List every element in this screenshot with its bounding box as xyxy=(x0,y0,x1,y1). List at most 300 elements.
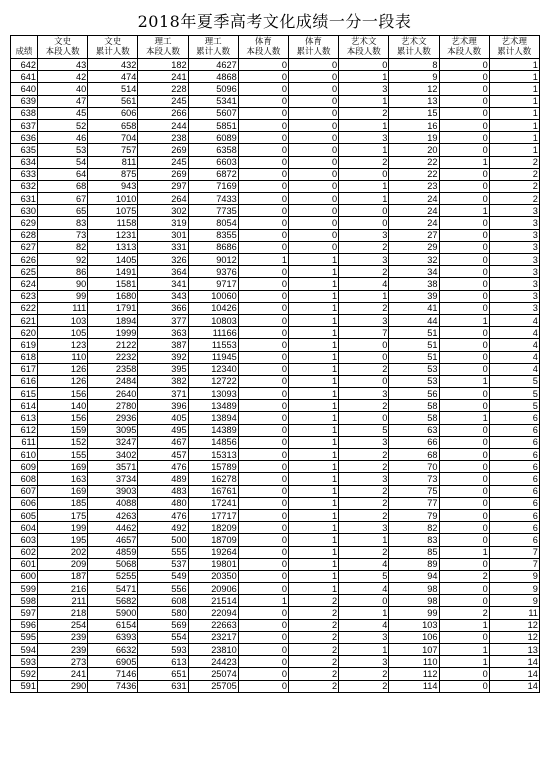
count-cell: 10426 xyxy=(188,302,238,314)
count-cell: 14389 xyxy=(188,424,238,436)
count-cell: 4 xyxy=(489,351,539,363)
count-cell: 3 xyxy=(489,241,539,253)
count-cell: 492 xyxy=(138,522,188,534)
count-cell: 0 xyxy=(238,95,288,107)
count-cell: 82 xyxy=(389,522,439,534)
count-cell: 27 xyxy=(389,229,439,241)
count-cell: 0 xyxy=(339,168,389,180)
count-cell: 1 xyxy=(489,95,539,107)
count-cell: 1 xyxy=(288,302,338,314)
count-cell: 6358 xyxy=(188,144,238,156)
count-cell: 0 xyxy=(288,168,338,180)
count-cell: 0 xyxy=(238,485,288,497)
count-cell: 0 xyxy=(288,132,338,144)
count-cell: 331 xyxy=(138,241,188,253)
count-cell: 3734 xyxy=(88,473,138,485)
count-cell: 42 xyxy=(38,71,88,83)
count-cell: 0 xyxy=(339,595,389,607)
count-cell: 3 xyxy=(489,302,539,314)
count-cell: 432 xyxy=(88,59,138,71)
count-cell: 1 xyxy=(288,424,338,436)
count-cell: 0 xyxy=(439,290,489,302)
column-header xyxy=(389,36,439,59)
score-cell: 611 xyxy=(11,436,38,448)
count-cell: 5 xyxy=(489,375,539,387)
count-cell: 6603 xyxy=(188,156,238,168)
count-cell: 0 xyxy=(339,205,389,217)
count-cell: 17717 xyxy=(188,509,238,521)
count-cell: 1 xyxy=(288,449,338,461)
count-cell: 7146 xyxy=(88,668,138,680)
count-cell: 3 xyxy=(339,631,389,643)
count-cell: 10060 xyxy=(188,290,238,302)
count-cell: 65 xyxy=(38,205,88,217)
count-cell: 1 xyxy=(339,144,389,156)
column-header-line2: 累计人数 xyxy=(396,47,431,57)
count-cell: 0 xyxy=(288,107,338,119)
count-cell: 1 xyxy=(288,314,338,326)
column-header-line1: 理工 xyxy=(204,37,222,47)
count-cell: 395 xyxy=(138,363,188,375)
count-cell: 476 xyxy=(138,461,188,473)
count-cell: 0 xyxy=(238,119,288,131)
score-cell: 609 xyxy=(11,461,38,473)
count-cell: 23810 xyxy=(188,644,238,656)
count-cell: 14 xyxy=(489,680,539,692)
column-header-line2: 累计人数 xyxy=(497,47,532,57)
count-cell: 1 xyxy=(339,534,389,546)
count-cell: 4 xyxy=(489,339,539,351)
count-cell: 199 xyxy=(38,522,88,534)
count-cell: 0 xyxy=(439,83,489,95)
count-cell: 0 xyxy=(238,497,288,509)
table-row xyxy=(11,327,540,339)
count-cell: 3 xyxy=(339,656,389,668)
count-cell: 658 xyxy=(88,119,138,131)
score-cell: 614 xyxy=(11,400,38,412)
count-cell: 467 xyxy=(138,436,188,448)
count-cell: 16761 xyxy=(188,485,238,497)
column-header-line2: 本段人数 xyxy=(447,47,482,57)
count-cell: 202 xyxy=(38,546,88,558)
count-cell: 38 xyxy=(389,278,439,290)
count-cell: 0 xyxy=(238,656,288,668)
count-cell: 1 xyxy=(288,363,338,375)
count-cell: 301 xyxy=(138,229,188,241)
table-row xyxy=(11,558,540,570)
count-cell: 0 xyxy=(439,278,489,290)
count-cell: 392 xyxy=(138,351,188,363)
count-cell: 1 xyxy=(439,619,489,631)
count-cell: 3571 xyxy=(88,461,138,473)
count-cell: 7433 xyxy=(188,193,238,205)
count-cell: 68 xyxy=(389,449,439,461)
table-row xyxy=(11,631,540,643)
count-cell: 757 xyxy=(88,144,138,156)
count-cell: 6 xyxy=(489,522,539,534)
table-row xyxy=(11,522,540,534)
count-cell: 21514 xyxy=(188,595,238,607)
count-cell: 1 xyxy=(339,644,389,656)
count-cell: 15789 xyxy=(188,461,238,473)
score-cell: 613 xyxy=(11,412,38,424)
table-row xyxy=(11,607,540,619)
count-cell: 4868 xyxy=(188,71,238,83)
count-cell: 6 xyxy=(489,473,539,485)
count-cell: 16278 xyxy=(188,473,238,485)
count-cell: 561 xyxy=(88,95,138,107)
count-cell: 90 xyxy=(38,278,88,290)
count-cell: 514 xyxy=(88,83,138,95)
count-cell: 613 xyxy=(138,656,188,668)
count-cell: 169 xyxy=(38,461,88,473)
count-cell: 0 xyxy=(238,522,288,534)
table-row xyxy=(11,290,540,302)
count-cell: 9376 xyxy=(188,266,238,278)
count-cell: 0 xyxy=(439,132,489,144)
count-cell: 5096 xyxy=(188,83,238,95)
count-cell: 2 xyxy=(339,461,389,473)
count-cell: 51 xyxy=(389,351,439,363)
count-cell: 241 xyxy=(138,71,188,83)
table-row xyxy=(11,485,540,497)
count-cell: 0 xyxy=(238,168,288,180)
count-cell: 651 xyxy=(138,668,188,680)
count-cell: 2 xyxy=(489,180,539,192)
table-row xyxy=(11,375,540,387)
score-cell: 625 xyxy=(11,266,38,278)
table-row xyxy=(11,180,540,192)
score-cell: 618 xyxy=(11,351,38,363)
count-cell: 3903 xyxy=(88,485,138,497)
count-cell: 20906 xyxy=(188,583,238,595)
count-cell: 457 xyxy=(138,449,188,461)
count-cell: 0 xyxy=(439,436,489,448)
count-cell: 0 xyxy=(238,607,288,619)
count-cell: 1 xyxy=(339,119,389,131)
count-cell: 3 xyxy=(489,254,539,266)
count-cell: 5851 xyxy=(188,119,238,131)
count-cell: 52 xyxy=(38,119,88,131)
count-cell: 3 xyxy=(489,290,539,302)
column-header-score xyxy=(11,36,38,59)
count-cell: 377 xyxy=(138,314,188,326)
column-header-line1: 体育 xyxy=(305,37,323,47)
count-cell: 2232 xyxy=(88,351,138,363)
count-cell: 4 xyxy=(489,314,539,326)
count-cell: 75 xyxy=(389,485,439,497)
count-cell: 3 xyxy=(339,254,389,266)
count-cell: 0 xyxy=(238,424,288,436)
count-cell: 0 xyxy=(439,180,489,192)
count-cell: 1 xyxy=(288,461,338,473)
count-cell: 7 xyxy=(489,546,539,558)
count-cell: 4 xyxy=(489,327,539,339)
score-cell: 630 xyxy=(11,205,38,217)
count-cell: 0 xyxy=(288,95,338,107)
column-header-line2: 累计人数 xyxy=(196,47,231,57)
count-cell: 89 xyxy=(389,558,439,570)
column-header-line2: 累计人数 xyxy=(95,47,130,57)
count-cell: 1 xyxy=(439,412,489,424)
table-row xyxy=(11,400,540,412)
count-cell: 2 xyxy=(339,449,389,461)
count-cell: 0 xyxy=(439,509,489,521)
count-cell: 1491 xyxy=(88,266,138,278)
count-cell: 2 xyxy=(339,497,389,509)
count-cell: 156 xyxy=(38,388,88,400)
count-cell: 495 xyxy=(138,424,188,436)
table-row xyxy=(11,497,540,509)
count-cell: 0 xyxy=(439,302,489,314)
score-cell: 601 xyxy=(11,558,38,570)
count-cell: 555 xyxy=(138,546,188,558)
count-cell: 0 xyxy=(439,522,489,534)
count-cell: 2 xyxy=(489,156,539,168)
count-cell: 218 xyxy=(38,607,88,619)
count-cell: 1 xyxy=(288,412,338,424)
count-cell: 63 xyxy=(389,424,439,436)
count-cell: 7735 xyxy=(188,205,238,217)
count-cell: 40 xyxy=(38,83,88,95)
count-cell: 0 xyxy=(288,156,338,168)
count-cell: 3247 xyxy=(88,436,138,448)
score-cell: 592 xyxy=(11,668,38,680)
count-cell: 45 xyxy=(38,107,88,119)
count-cell: 16 xyxy=(389,119,439,131)
count-cell: 0 xyxy=(288,71,338,83)
score-cell: 616 xyxy=(11,375,38,387)
count-cell: 1 xyxy=(288,290,338,302)
count-cell: 0 xyxy=(339,217,389,229)
count-cell: 0 xyxy=(288,119,338,131)
count-cell: 2 xyxy=(339,485,389,497)
count-cell: 341 xyxy=(138,278,188,290)
count-cell: 70 xyxy=(389,461,439,473)
count-cell: 1 xyxy=(439,156,489,168)
count-cell: 0 xyxy=(439,95,489,107)
count-cell: 2 xyxy=(489,168,539,180)
count-cell: 0 xyxy=(288,193,338,205)
count-cell: 1 xyxy=(288,522,338,534)
score-cell: 617 xyxy=(11,363,38,375)
count-cell: 1158 xyxy=(88,217,138,229)
count-cell: 0 xyxy=(238,583,288,595)
count-cell: 606 xyxy=(88,107,138,119)
count-cell: 0 xyxy=(238,229,288,241)
count-cell: 6872 xyxy=(188,168,238,180)
count-cell: 1 xyxy=(288,327,338,339)
count-cell: 12722 xyxy=(188,375,238,387)
count-cell: 99 xyxy=(38,290,88,302)
count-cell: 239 xyxy=(38,644,88,656)
count-cell: 0 xyxy=(439,217,489,229)
count-cell: 25074 xyxy=(188,668,238,680)
count-cell: 46 xyxy=(38,132,88,144)
count-cell: 5900 xyxy=(88,607,138,619)
count-cell: 77 xyxy=(389,497,439,509)
table-row xyxy=(11,351,540,363)
count-cell: 0 xyxy=(439,144,489,156)
column-header-line2: 本段人数 xyxy=(45,47,80,57)
count-cell: 0 xyxy=(439,229,489,241)
count-cell: 22094 xyxy=(188,607,238,619)
count-cell: 169 xyxy=(38,485,88,497)
count-cell: 2780 xyxy=(88,400,138,412)
column-header xyxy=(138,36,188,59)
count-cell: 6 xyxy=(489,509,539,521)
count-cell: 1 xyxy=(288,400,338,412)
count-cell: 0 xyxy=(238,461,288,473)
count-cell: 22 xyxy=(389,168,439,180)
count-cell: 175 xyxy=(38,509,88,521)
count-cell: 3095 xyxy=(88,424,138,436)
score-cell: 621 xyxy=(11,314,38,326)
count-cell: 5341 xyxy=(188,95,238,107)
count-cell: 1405 xyxy=(88,254,138,266)
count-cell: 53 xyxy=(389,375,439,387)
count-cell: 58 xyxy=(389,412,439,424)
table-row xyxy=(11,95,540,107)
count-cell: 32 xyxy=(389,254,439,266)
count-cell: 943 xyxy=(88,180,138,192)
count-cell: 244 xyxy=(138,119,188,131)
score-cell: 610 xyxy=(11,449,38,461)
count-cell: 51 xyxy=(389,327,439,339)
score-cell: 612 xyxy=(11,424,38,436)
count-cell: 103 xyxy=(389,619,439,631)
count-cell: 7436 xyxy=(88,680,138,692)
count-cell: 18709 xyxy=(188,534,238,546)
count-cell: 12 xyxy=(389,83,439,95)
count-cell: 6 xyxy=(489,436,539,448)
count-cell: 103 xyxy=(38,314,88,326)
count-cell: 0 xyxy=(439,558,489,570)
count-cell: 209 xyxy=(38,558,88,570)
score-cell: 595 xyxy=(11,631,38,643)
count-cell: 99 xyxy=(389,607,439,619)
count-cell: 152 xyxy=(38,436,88,448)
count-cell: 396 xyxy=(138,400,188,412)
count-cell: 0 xyxy=(439,424,489,436)
count-cell: 0 xyxy=(238,570,288,582)
count-cell: 110 xyxy=(38,351,88,363)
count-cell: 1 xyxy=(489,71,539,83)
count-cell: 0 xyxy=(439,473,489,485)
count-cell: 319 xyxy=(138,217,188,229)
count-cell: 0 xyxy=(238,509,288,521)
count-cell: 11166 xyxy=(188,327,238,339)
count-cell: 0 xyxy=(238,217,288,229)
count-cell: 0 xyxy=(238,339,288,351)
count-cell: 0 xyxy=(439,193,489,205)
score-cell: 593 xyxy=(11,656,38,668)
score-cell: 639 xyxy=(11,95,38,107)
count-cell: 0 xyxy=(238,668,288,680)
count-cell: 0 xyxy=(439,254,489,266)
score-cell: 622 xyxy=(11,302,38,314)
table-row xyxy=(11,83,540,95)
column-header-line1: 体育 xyxy=(254,37,272,47)
score-cell: 626 xyxy=(11,254,38,266)
count-cell: 34 xyxy=(389,266,439,278)
count-cell: 297 xyxy=(138,180,188,192)
count-cell: 3 xyxy=(489,229,539,241)
count-cell: 2 xyxy=(339,266,389,278)
count-cell: 53 xyxy=(389,363,439,375)
count-cell: 66 xyxy=(389,436,439,448)
count-cell: 83 xyxy=(389,534,439,546)
count-cell: 0 xyxy=(238,266,288,278)
table-row xyxy=(11,619,540,631)
count-cell: 2 xyxy=(288,607,338,619)
count-cell: 110 xyxy=(389,656,439,668)
table-row xyxy=(11,680,540,692)
column-header-line1: 艺术文 xyxy=(350,37,377,47)
count-cell: 0 xyxy=(439,241,489,253)
count-cell: 537 xyxy=(138,558,188,570)
table-row xyxy=(11,509,540,521)
count-cell: 2 xyxy=(339,509,389,521)
count-cell: 371 xyxy=(138,388,188,400)
count-cell: 2 xyxy=(489,193,539,205)
count-cell: 2122 xyxy=(88,339,138,351)
table-row xyxy=(11,278,540,290)
count-cell: 5 xyxy=(489,388,539,400)
count-cell: 0 xyxy=(238,644,288,656)
count-cell: 264 xyxy=(138,193,188,205)
count-cell: 228 xyxy=(138,83,188,95)
count-cell: 6 xyxy=(489,424,539,436)
column-header-line1: 艺术理 xyxy=(501,37,528,47)
count-cell: 1 xyxy=(439,375,489,387)
table-row xyxy=(11,144,540,156)
count-cell: 0 xyxy=(238,241,288,253)
count-cell: 554 xyxy=(138,631,188,643)
count-cell: 112 xyxy=(389,668,439,680)
count-cell: 8 xyxy=(389,59,439,71)
count-cell: 5255 xyxy=(88,570,138,582)
count-cell: 1 xyxy=(489,144,539,156)
count-cell: 54 xyxy=(38,156,88,168)
count-cell: 23217 xyxy=(188,631,238,643)
count-cell: 4263 xyxy=(88,509,138,521)
count-cell: 8054 xyxy=(188,217,238,229)
count-cell: 17241 xyxy=(188,497,238,509)
count-cell: 1 xyxy=(439,656,489,668)
count-cell: 290 xyxy=(38,680,88,692)
count-cell: 12 xyxy=(489,619,539,631)
count-cell: 363 xyxy=(138,327,188,339)
table-body xyxy=(11,59,540,693)
table-row xyxy=(11,534,540,546)
count-cell: 0 xyxy=(288,217,338,229)
count-cell: 4859 xyxy=(88,546,138,558)
count-cell: 86 xyxy=(38,266,88,278)
count-cell: 476 xyxy=(138,509,188,521)
count-cell: 2358 xyxy=(88,363,138,375)
score-cell: 629 xyxy=(11,217,38,229)
count-cell: 0 xyxy=(439,388,489,400)
count-cell: 6 xyxy=(489,485,539,497)
table-row xyxy=(11,302,540,314)
count-cell: 1 xyxy=(288,509,338,521)
table-row xyxy=(11,388,540,400)
count-cell: 3 xyxy=(339,436,389,448)
count-cell: 185 xyxy=(38,497,88,509)
count-cell: 12 xyxy=(489,631,539,643)
score-cell: 607 xyxy=(11,485,38,497)
